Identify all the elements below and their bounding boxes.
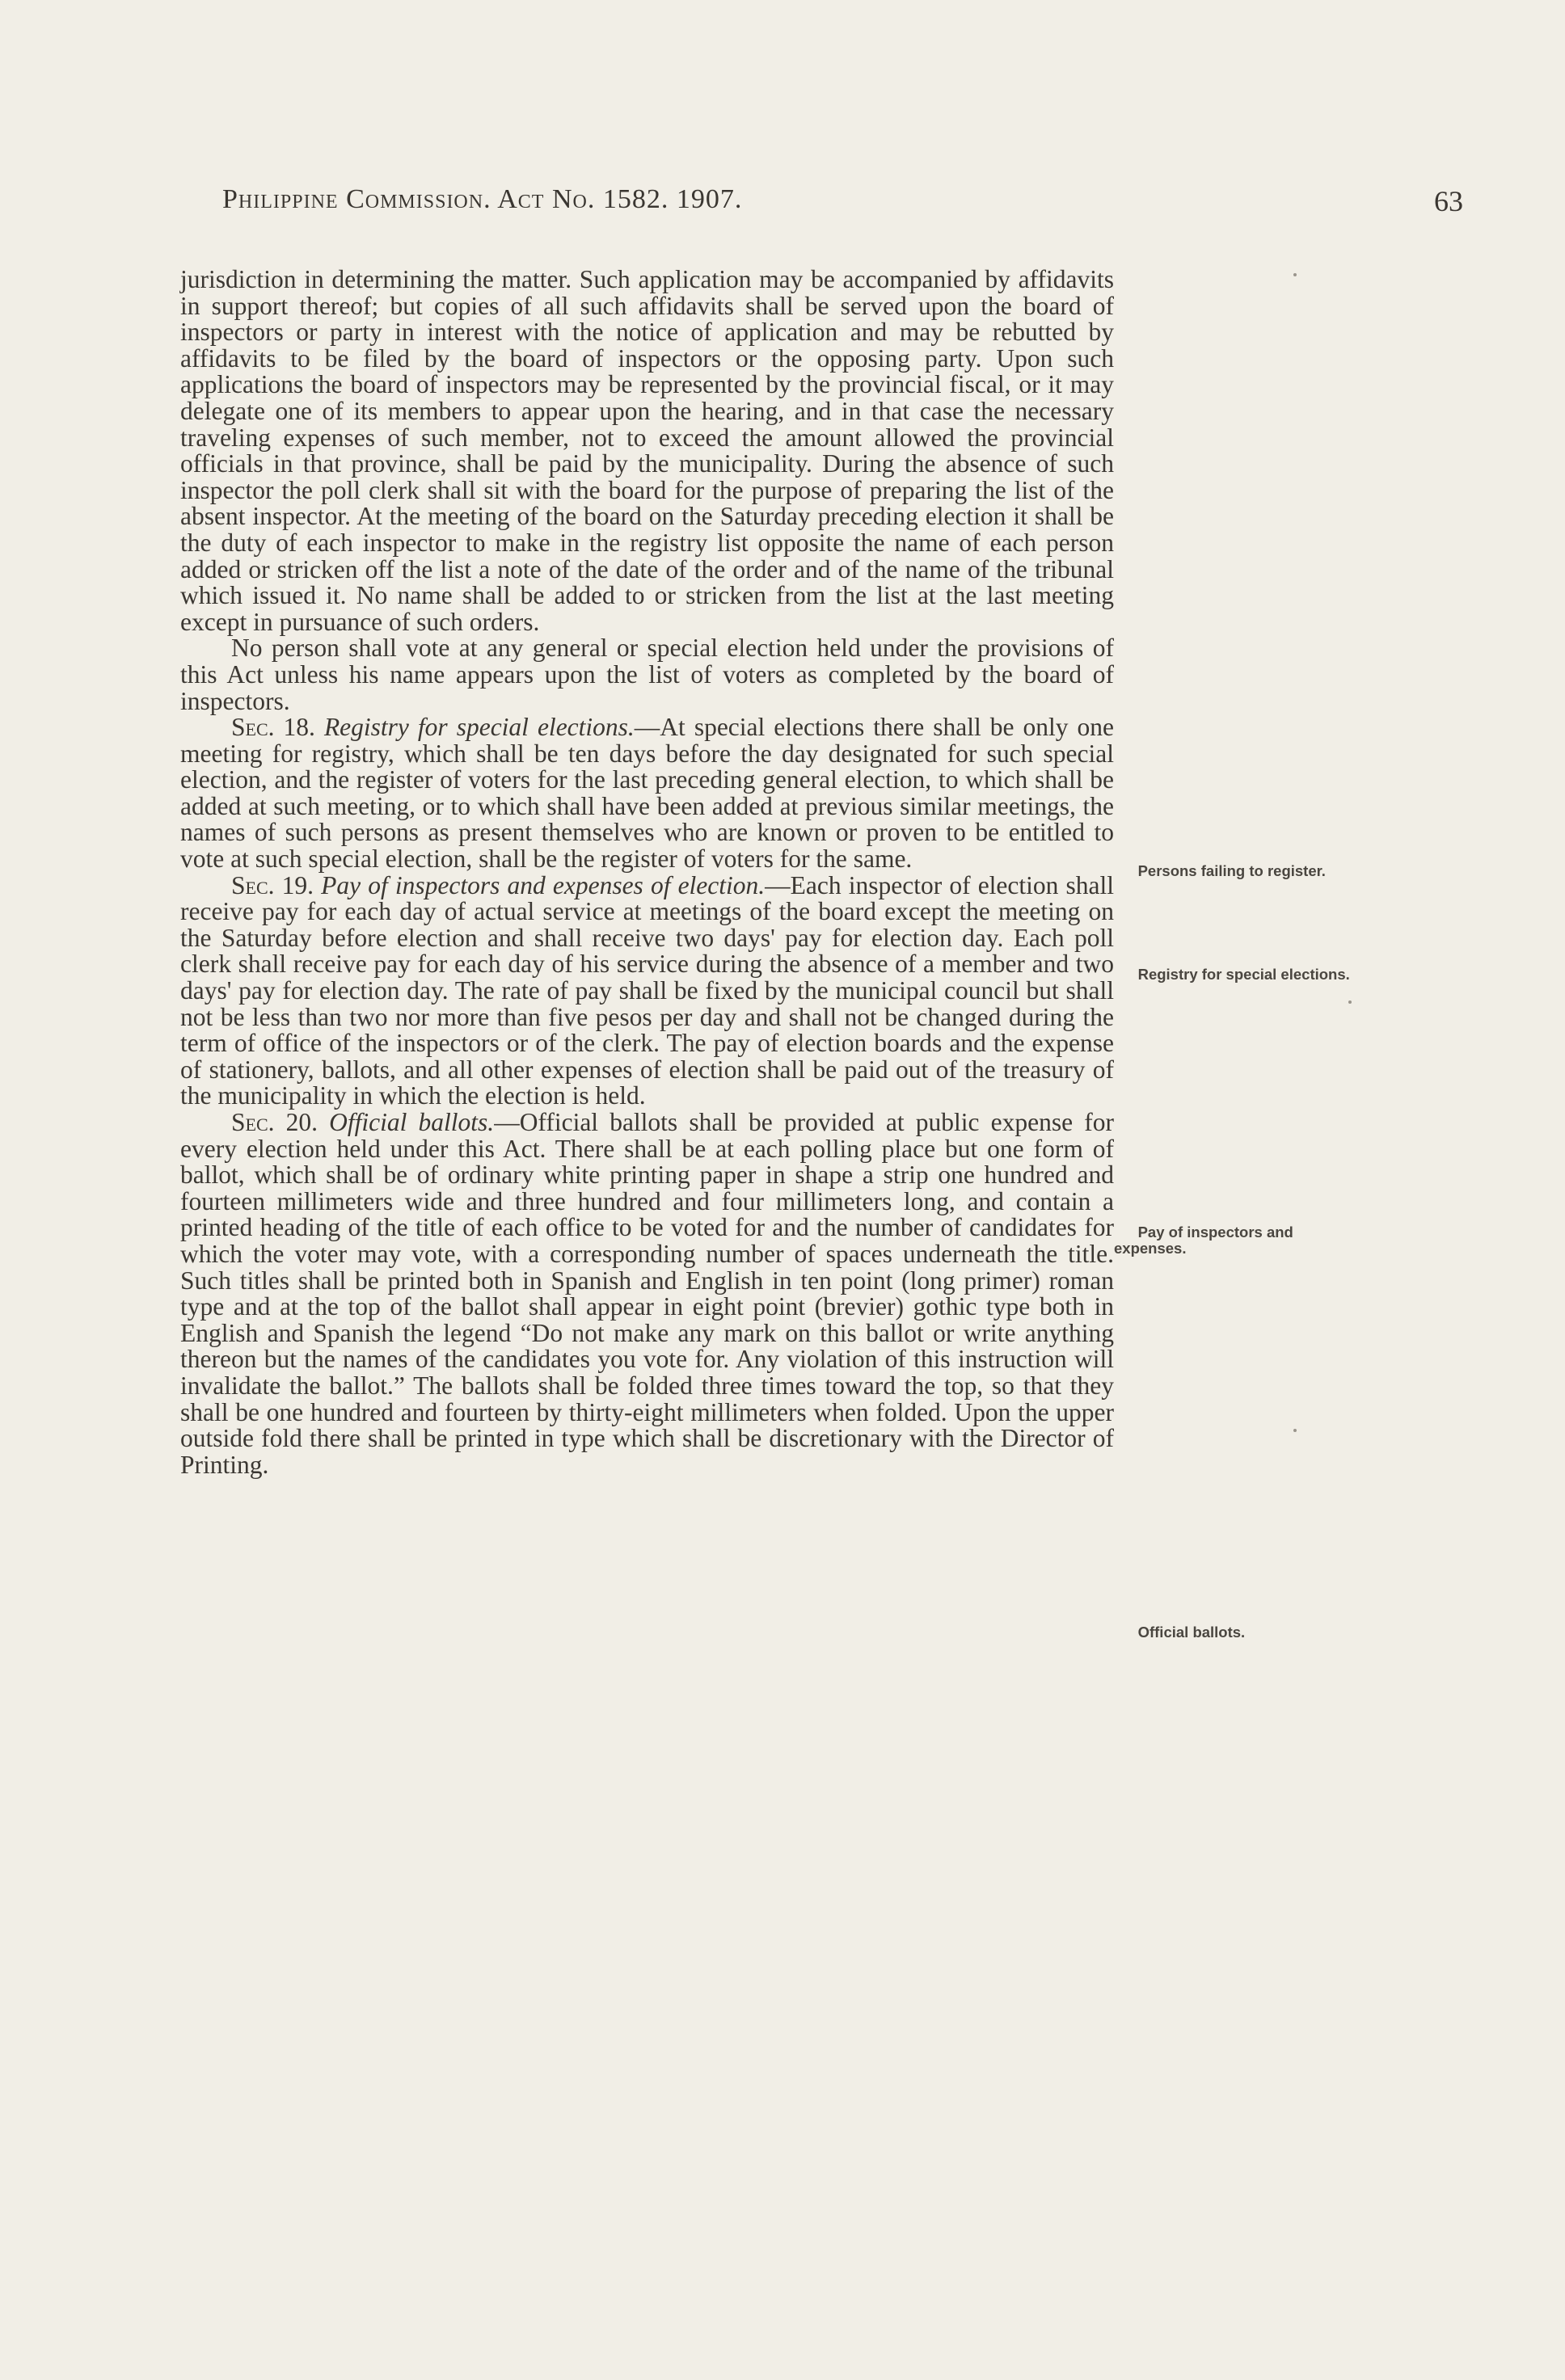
paper-speck xyxy=(1293,273,1297,276)
section-20-text: —Official ballots shall be provided at public expense for every election held under this Act. There shall be at each polling place but one form of ballot, which shall be of ordinary white printing paper in shape a strip one hundred and fourteen millimeters wide and three hundred and four millimeters long, and contain a printed heading of the title of each office to be voted for and the number of candidates for which the voter may vote, with a corresponding number of spaces underneath the title. Such titles shall be printed both in Spanish and English in ten point (long primer) roman type and at the top of the ballot shall appear in eight point (brevier) gothic type both in English and Spanish the legend “Do not make any mark on this ballot or write anything thereon but the names of the candidates you vote for. Any violation of this instruction will invalidate the ballot.” The ballots shall be folded three times toward the top, so that they shall be one hundred and fourteen by thirty-eight millimeters when folded. Upon the upper outside fold there shall be printed in type which shall be discretionary with the Director of Printing. xyxy=(180,1108,1114,1479)
paper-speck xyxy=(1293,1429,1297,1432)
section-19-text: —Each inspector of election shall receive pay for each day of actual service at meetings of the board except the meeting on the Saturday before election and shall receive two days' pay for election day. Each poll clerk shall receive pay for each day of his service during the absence of a member and two days' pay for election day. The rate of pay shall be fixed by the municipal council but shall not be less than two nor more than five pesos per day and shall not be changed during the term of office of the inspectors or of the clerk. The pay of election boards and the expense of stationery, ballots, and all other expenses of election shall be paid out of the treasury of the municipality in which the election is held. xyxy=(180,870,1115,1110)
section-20-label: Sec. 20. xyxy=(231,1108,318,1136)
section-20-heading: Official ballots. xyxy=(329,1108,495,1136)
section-18-label: Sec. 18. xyxy=(231,713,315,742)
section-20 xyxy=(180,1110,1114,1478)
section-18 xyxy=(180,714,1114,873)
section-19-label: Sec. 19. xyxy=(231,870,314,899)
margin-note-official-ballots: Official ballots. xyxy=(1137,1624,1246,1641)
running-title: Philippine Commission. Act No. 1582. 1907. xyxy=(222,184,743,214)
paragraph-persons-vote: No person shall vote at any general or special election held under the provisions of this Act unless his name appears upon the list of voters as completed by the board of inspectors. xyxy=(180,634,1114,715)
margin-note-persons-failing: Persons failing to register. xyxy=(1137,862,1326,879)
paper-speck xyxy=(1348,1000,1352,1004)
section-18-text: —At special elections there shall be only one meeting for registry, which shall be ten days before the day designated for such special election, and the register of voters for the last preceding general election, to which shall be added at such meeting, or to which shall have been added at previous similar meetings, the names of such persons as present themselves who are known or proven to be entitled to vote at such special election, shall be the register of voters for the same. xyxy=(180,713,1115,874)
paragraph-jurisdiction: jurisdiction in determining the matter. Such application may be accompanied by affidavits in support thereof; but copies of all such affidavits shall be served upon the board of inspectors or party in interest with the notice of application and may be rebutted by affidavits to be filed by the board of inspectors or the opposing party. Upon such applications the board of inspectors may be represented by the provincial fiscal, or it may delegate one of its members to appear upon the hearing, and in that case the necessary traveling expenses of such member, not to exceed the amount allowed the provincial officials in that province, shall be paid by the municipality. During the absence of such inspector the poll clerk shall sit with the board for the purpose of preparing the list of the absent inspector. At the meeting of the board on the Saturday preceding election it shall be the duty of each inspector to make in the registry list opposite the name of each person added or stricken off the list a note of the date of the order and of the name of the tribunal which issued it. No name shall be added to or stricken from the list at the last meeting except in pursuance of such orders. xyxy=(180,265,1114,636)
running-head xyxy=(222,184,1463,225)
page-number: 63 xyxy=(1434,185,1463,217)
margin-note-pay-inspectors: Pay of inspectors and expenses. xyxy=(1114,1224,1293,1257)
section-19 xyxy=(180,870,1115,1110)
body-text xyxy=(180,267,1114,1478)
margin-note-registry-special: Registry for special elections. xyxy=(1137,966,1350,983)
section-18-heading: Registry for special elections. xyxy=(323,713,635,742)
section-19-heading: Pay of inspectors and expenses of election. xyxy=(321,870,766,899)
